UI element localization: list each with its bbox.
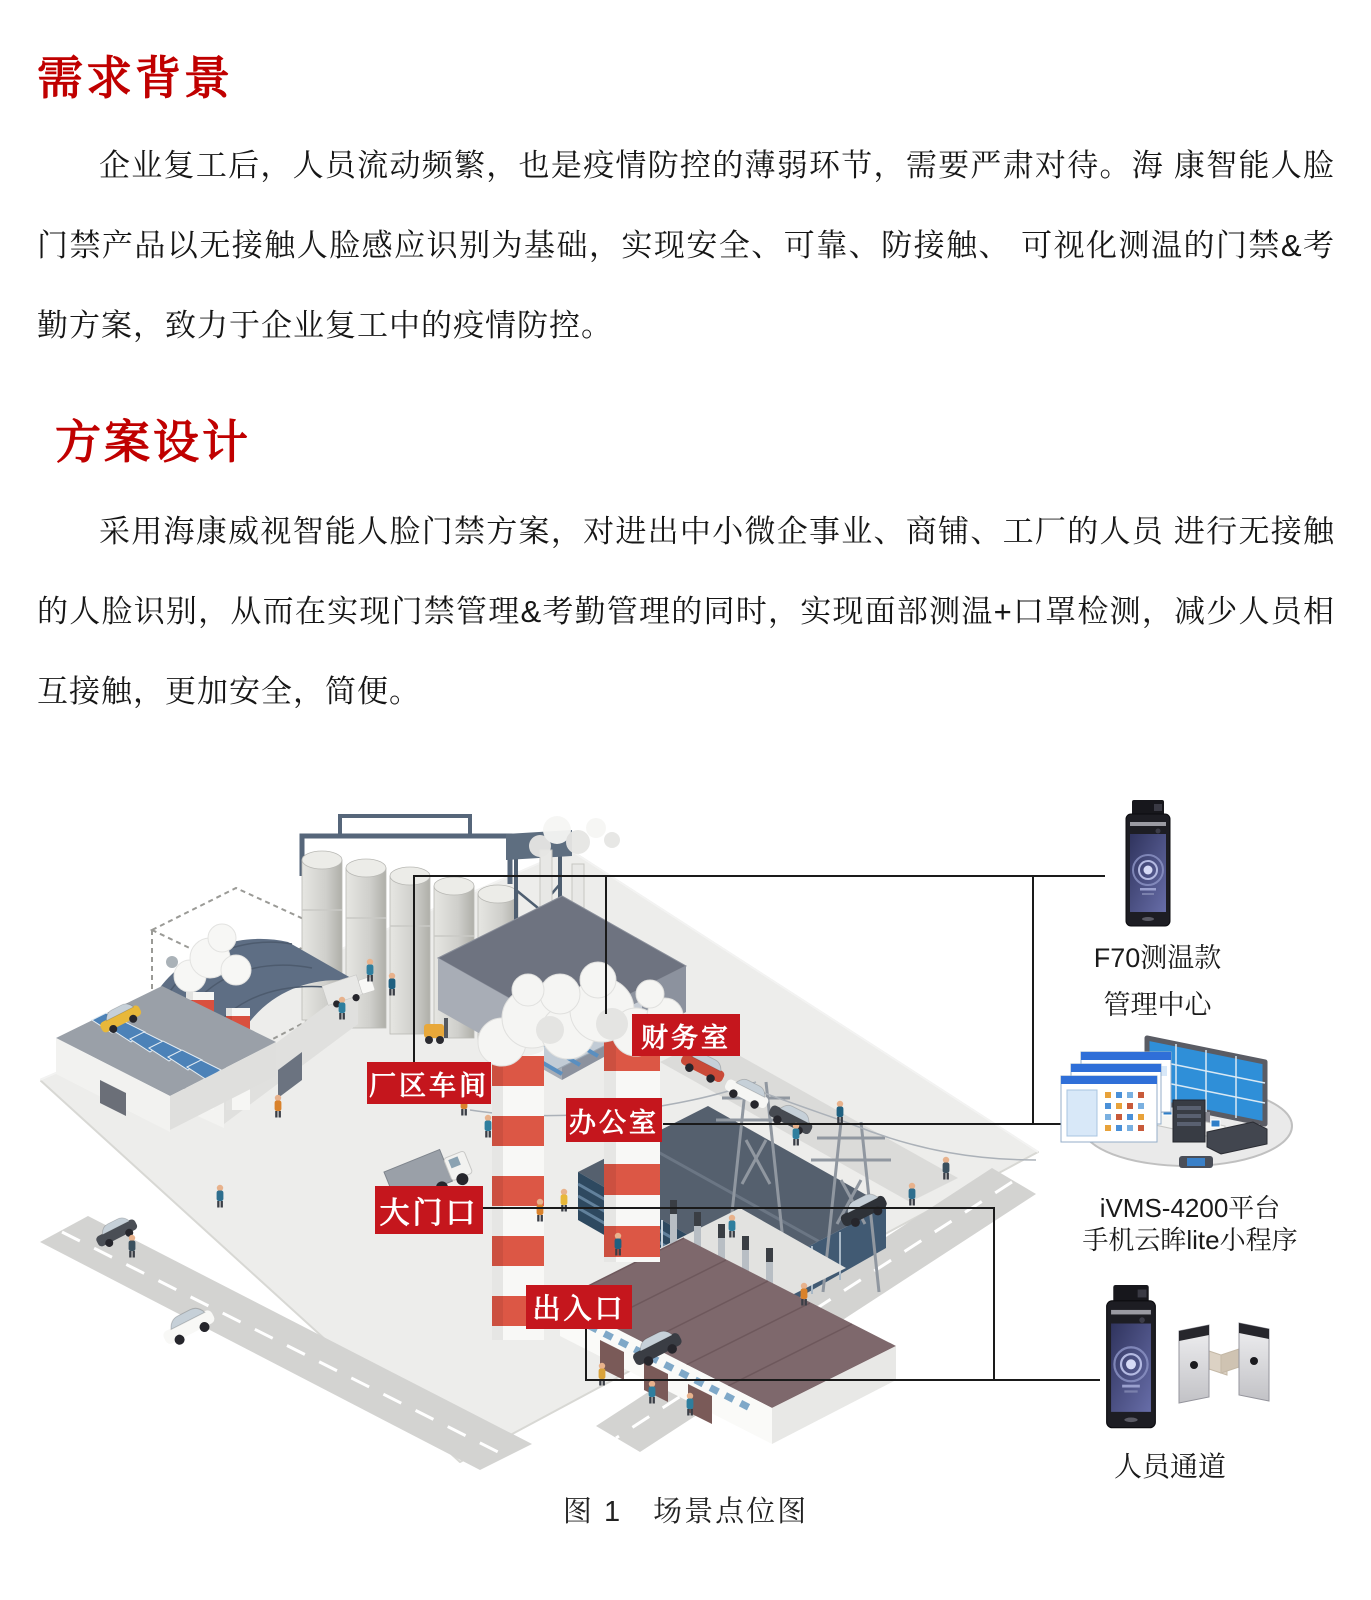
figure-caption: 图 1 场景点位图 [562,1496,809,1528]
label-pedestrian-channel: 人员通道 [1113,1451,1226,1482]
factory-scene-illustration [40,780,1040,1470]
connector-gate-drop [993,1207,995,1379]
label-f70: F70测温款 [1093,943,1222,973]
paragraph-design: 采用海康威视智能人脸门禁方案，对进出中小微企事业、商铺、工厂的人员 进行无接触的人脸识别，从而在实现门禁管理&考勤管理的同时，实现面部测温+口罩检测，减少人员相互接触，更加安全，简便。 [37,514,1335,709]
paragraph-background: 企业复工后，人员流动频繁，也是疫情防控的薄弱环节，需要严肃对待。海 康智能人脸门禁产品以无接触人脸感应识别为基础，实现安全、可靠、防接触、 可视化测温的门禁&考勤方案，致力于企业复工中的疫情防控。 [37,148,1335,343]
f70-terminal-icon [1120,800,1176,928]
connector-bottom-horizontal [585,1379,1100,1381]
section-title-background: 需求背景 [37,52,233,104]
connector-trunk-vertical [1032,875,1034,1124]
connector-office-branch [663,1123,1085,1125]
label-applet: 手机云眸lite小程序 [1082,1225,1298,1255]
connector-drop-workshop [413,875,415,1062]
label-ivms: iVMS-4200平台 [1099,1193,1281,1223]
label-finance: 财务室 [632,1014,740,1056]
label-workshop: 厂区车间 [367,1062,491,1104]
channel-terminal-icon [1100,1285,1162,1430]
turnstile-gate-icon [1175,1315,1273,1410]
label-management-center: 管理中心 [1103,990,1212,1020]
connector-entrance-drop [585,1327,587,1379]
label-entrance: 出入口 [526,1285,632,1329]
connector-drop-finance [605,875,607,1014]
label-office: 办公室 [566,1098,662,1142]
connector-top-horizontal [413,875,1105,877]
connector-gate-horizontal [480,1207,993,1209]
ivms-platform-icon [1055,1028,1300,1178]
label-gate: 大门口 [375,1186,483,1234]
scene-figure [0,780,1371,1500]
section-title-design: 方案设计 [55,416,251,468]
